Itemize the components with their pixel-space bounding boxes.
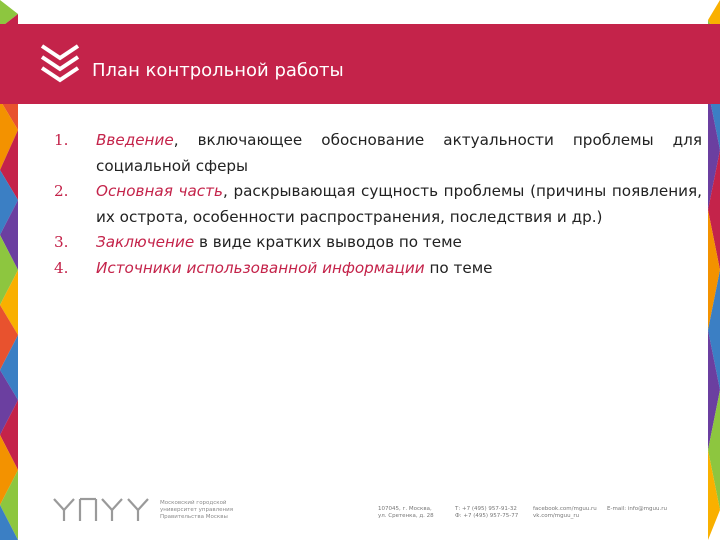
footer-social-links bbox=[533, 506, 597, 520]
footer-organization bbox=[160, 500, 233, 521]
item-number: 2. bbox=[54, 182, 69, 201]
chevron-down-icon bbox=[40, 42, 80, 88]
item-text: , раскрывающая сущность проблемы (причины появления, их острота, особенности распространения, последствия и др.) bbox=[96, 182, 702, 226]
footer-address bbox=[378, 506, 434, 520]
footer-phones bbox=[455, 506, 518, 520]
item-text: по теме bbox=[424, 258, 493, 277]
plan-list bbox=[54, 128, 702, 282]
item-number: 4. bbox=[54, 258, 69, 277]
item-text: в виде кратких выводов по теме bbox=[194, 233, 462, 252]
address-line: 107045, г. Москва, bbox=[378, 506, 432, 512]
address-line: ул. Сретенка, д. 28 bbox=[378, 513, 434, 519]
list-item bbox=[54, 256, 702, 282]
email-link[interactable]: E-mail: info@mguu.ru bbox=[607, 506, 667, 512]
item-heading: Источники использованной информации bbox=[96, 258, 425, 277]
org-line: Московский городской bbox=[160, 500, 227, 506]
list-item bbox=[54, 128, 702, 179]
item-number: 3. bbox=[54, 233, 69, 252]
org-line: Правительства Москвы bbox=[160, 514, 228, 520]
social-link[interactable]: vk.com/mguu_ru bbox=[533, 513, 580, 519]
item-heading: Введение bbox=[96, 131, 174, 149]
footer-email bbox=[607, 506, 667, 513]
social-link[interactable]: facebook.com/mguu.ru bbox=[533, 506, 597, 512]
phone-line: Т: +7 (495) 957-91-32 bbox=[455, 506, 517, 512]
item-heading: Основная часть bbox=[96, 182, 223, 201]
item-text: , включающее обоснование актуальности проблемы для социальной сферы bbox=[96, 131, 702, 175]
slide-header-bar bbox=[0, 24, 720, 104]
phone-line: Ф: +7 (495) 957-75-77 bbox=[455, 513, 519, 519]
slide-title: План контрольной работы bbox=[92, 60, 344, 81]
org-line: университет управления bbox=[160, 507, 234, 513]
item-heading: Заключение bbox=[96, 233, 195, 252]
list-item bbox=[54, 179, 702, 230]
item-number: 1. bbox=[54, 131, 69, 149]
university-logo bbox=[52, 497, 156, 523]
list-item bbox=[54, 230, 702, 256]
